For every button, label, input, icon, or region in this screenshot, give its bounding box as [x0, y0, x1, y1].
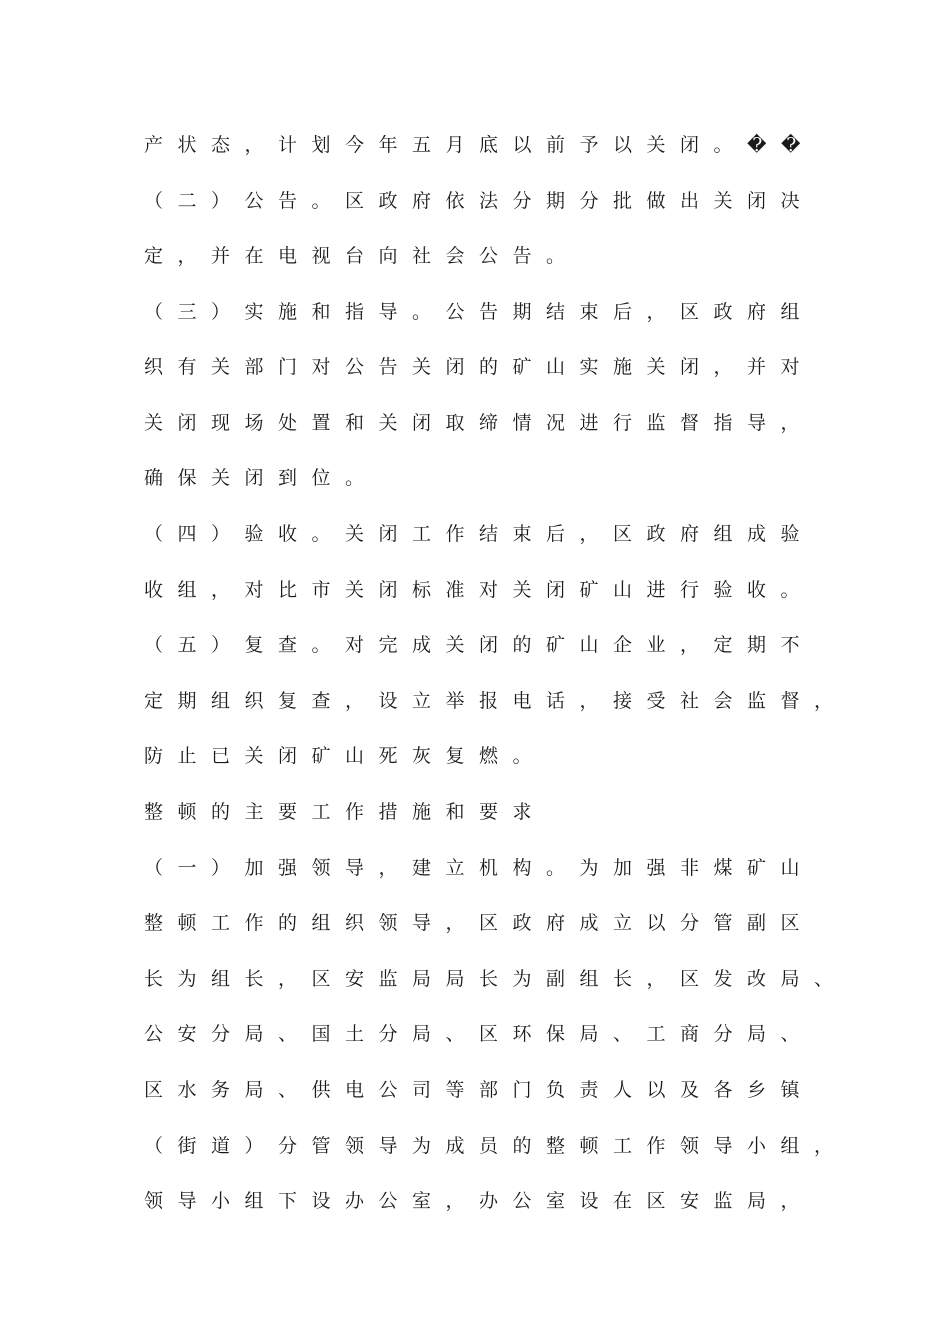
text-line: （五）复查。对完成关闭的矿山企业，定期不 [144, 634, 815, 656]
text-line: 防止已关闭矿山死灰复燃。 [144, 745, 547, 767]
text-line: 产状态，计划今年五月底以前予以关闭。�� [144, 134, 815, 156]
text-line: （三）实施和指导。公告期结束后，区政府组 [144, 301, 815, 323]
text-line: 整顿工作的组织领导，区政府成立以分管副区 [144, 912, 815, 934]
text-line: （二）公告。区政府依法分期分批做出关闭决 [144, 190, 815, 212]
text-line: 定，并在电视台向社会公告。 [144, 245, 580, 267]
text-line: （一）加强领导，建立机构。为加强非煤矿山 [144, 857, 815, 879]
text-line: （四）验收。关闭工作结束后，区政府组成验 [144, 523, 815, 545]
text-line: 区水务局、供电公司等部门负责人以及各乡镇 [144, 1079, 815, 1101]
text-line: 收组，对比市关闭标准对关闭矿山进行验收。 [144, 579, 815, 601]
text-line: 确保关闭到位。 [144, 467, 379, 489]
section-heading: 整顿的主要工作措施和要求 [144, 801, 547, 823]
text-line: 关闭现场处置和关闭取缔情况进行监督指导， [144, 412, 815, 434]
text-line: （街道）分管领导为成员的整顿工作领导小组， [144, 1135, 848, 1157]
text-line: 长为组长，区安监局局长为副组长，区发改局、 [144, 968, 848, 990]
text-line: 织有关部门对公告关闭的矿山实施关闭，并对 [144, 356, 815, 378]
text-line: 公安分局、国土分局、区环保局、工商分局、 [144, 1023, 815, 1045]
text-line: 定期组织复查，设立举报电话，接受社会监督， [144, 690, 848, 712]
text-line: 领导小组下设办公室，办公室设在区安监局， [144, 1190, 815, 1212]
